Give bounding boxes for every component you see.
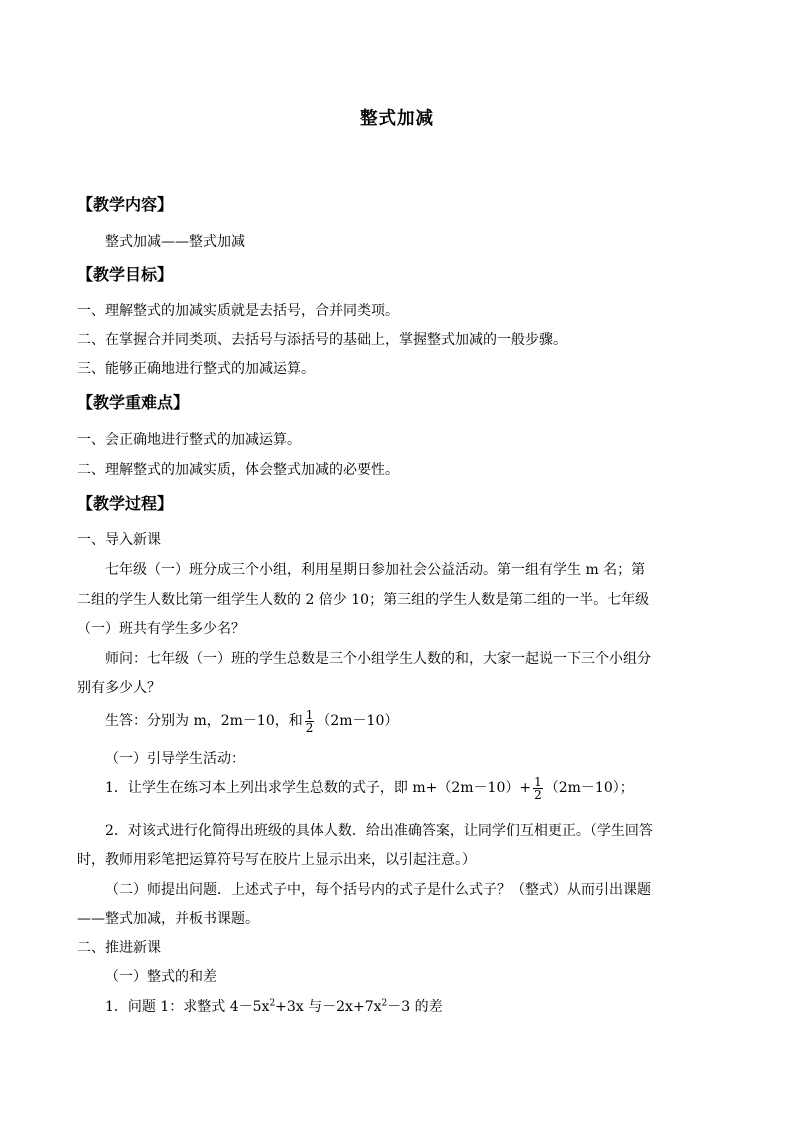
para2-line2: 别有多少人？ [77,680,161,696]
heading-teaching-content: 【教学内容】 [77,195,174,214]
answer-line [105,707,398,735]
problem1-line: 1．问题 1：求整式 $4-5x^2+3x$ 与$-2x+7x^2-3$ 的差 [105,998,443,1015]
exponent: 2 [381,998,388,1009]
answer-suffix: （2m－10） [316,713,399,729]
step2-line1: 2．对该式进行化简得出班级的具体人数．给出准确答案，让同学们互相更正。（学生回答 [105,823,653,839]
goal-item-3: 三、能够正确地进行整式的加减运算。 [77,361,315,377]
heading-teaching-goals: 【教学目标】 [77,265,174,284]
heading-key-points: 【教学重难点】 [77,393,190,412]
step2-line2: 时，教师用彩笔把运算符号写在胶片上显示出来，以引起注意。） [77,852,476,868]
document-title: 整式加减 [360,109,434,129]
step1-prefix: 1．让学生在练习本上列出求学生总数的式子，即 m+（2m－10）+ [105,780,532,796]
para1-line3: （一）班共有学生多少名？ [77,621,245,637]
sub3-title: （一）整式的和差 [105,969,217,985]
sub2-line1: （二）师提出问题．上述式子中，每个括号内的式子是什么式子？（整式）从而引出课题 [105,882,651,898]
exponent: 2 [269,998,276,1009]
step1-line [105,774,634,802]
para1-line2: 二组的学生人数比第一组学生人数的 2 倍少 10；第三组的学生人数是第二组的一半。七年级 [77,592,650,608]
part1-title: 一、导入新课 [77,532,161,548]
key-point-2: 二、理解整式的加减实质，体会整式加减的必要性。 [77,462,399,478]
key-point-1: 一、会正确地进行整式的加减运算。 [77,432,301,448]
sub2-line2: ——整式加减，并板书课题。 [77,911,259,927]
goal-item-2: 二、在掌握合并同类项、去括号与添括号的基础上，掌握整式加减的一般步骤。 [77,332,567,348]
part2-title: 二、推进新课 [77,940,161,956]
heading-teaching-process: 【教学过程】 [77,494,174,513]
fraction-one-half-2: $\frac{1}{2}$ [534,774,542,802]
fraction-one-half: $\frac{1}{2}$ [305,707,314,735]
goal-item-1: 一、理解整式的加减实质就是去括号，合并同类项。 [77,303,399,319]
content-line: 整式加减——整式加减 [105,234,245,250]
answer-prefix: 生答：分别为 m，2m－10，和 [105,713,303,729]
step1-suffix: （2m－10）； [544,780,634,796]
para1-line1: 七年级（一）班分成三个小组，利用星期日参加社会公益活动。第一组有学生 m 名；第 [105,562,646,578]
sub1-title: （一）引导学生活动： [105,751,245,767]
para2-line1: 师问：七年级（一）班的学生总数是三个小组学生人数的和，大家一起说一下三个小组分 [105,651,651,667]
